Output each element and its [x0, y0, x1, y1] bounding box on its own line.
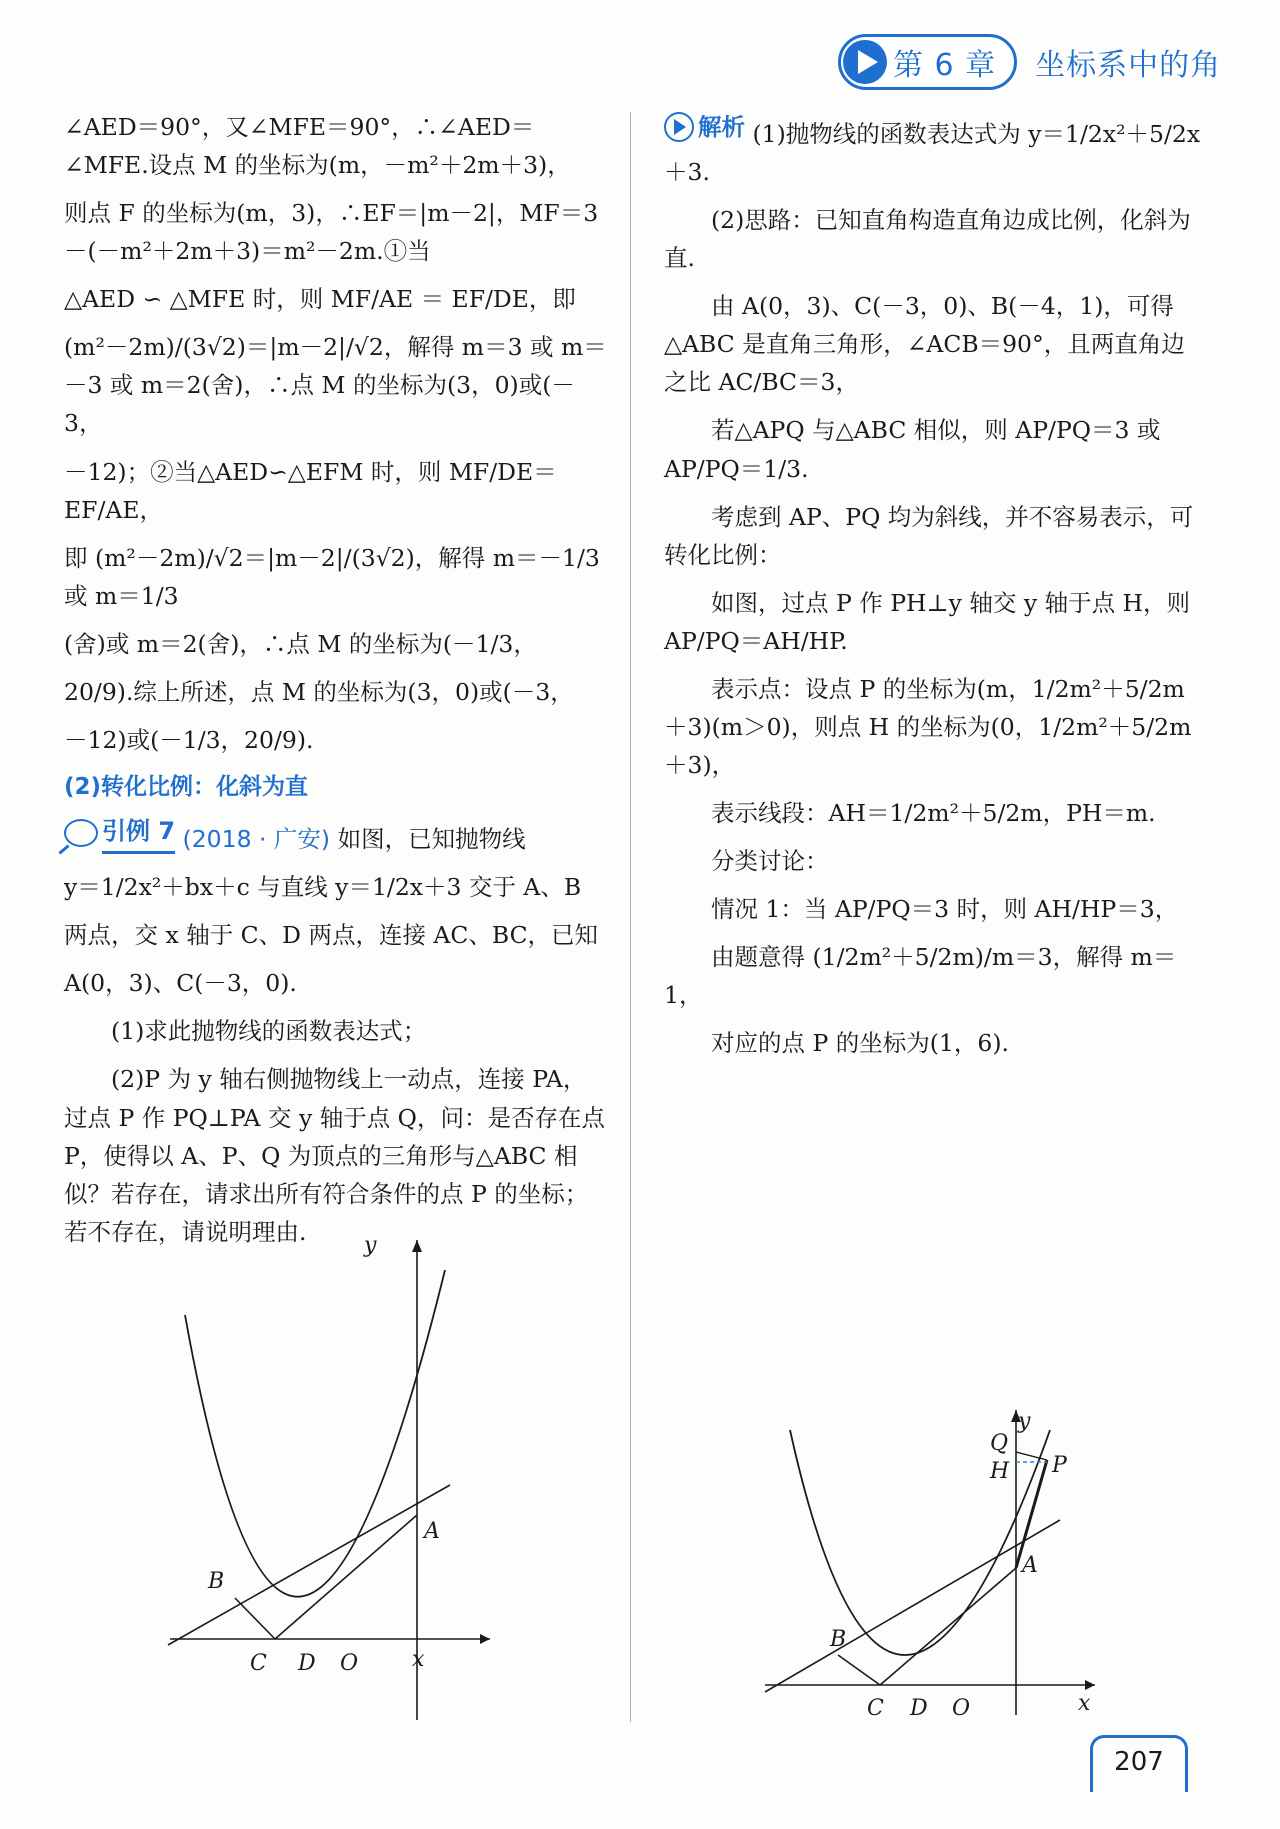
label-B: B [830, 1627, 847, 1652]
line-AB [168, 1485, 450, 1645]
label-H: H [990, 1459, 1010, 1484]
analysis-1 [664, 108, 1204, 191]
label-x: x [412, 1647, 425, 1672]
example-tag [64, 812, 175, 854]
label-O: O [340, 1651, 359, 1676]
label-C: C [250, 1651, 267, 1676]
label-D: D [298, 1651, 316, 1676]
example-line: 两点，交 x 轴于 C、D 两点，连接 AC、BC，已知 [64, 921, 599, 950]
label-C: C [867, 1696, 884, 1721]
solution-line: －12)或(－1/3，20/9). [64, 725, 314, 754]
analysis-5: 考虑到 AP、PQ 均为斜线，并不容易表示，可转化比例： [664, 502, 1194, 569]
segment-AC [275, 1515, 417, 1639]
x-axis-arrow [480, 1634, 490, 1644]
label-A: A [424, 1519, 440, 1544]
segment-BC [235, 1598, 275, 1639]
question-1: (1)求此抛物线的函数表达式； [111, 1017, 427, 1046]
solution-line: 即 (m²－2m)/√2＝|m－2|/(3√2)，解得 m＝－1/3 或 m＝1/3 [64, 543, 600, 610]
play-icon [843, 40, 887, 84]
solution-line: ∠AED＝90°，又∠MFE＝90°，∴∠AED＝∠MFE.设点 M 的坐标为(m，－m²＋2m＋3)， [64, 113, 571, 180]
label-y: y [1018, 1410, 1031, 1434]
label-O: O [952, 1696, 971, 1721]
analysis-11: 由题意得 (1/2m²＋5/2m)/m＝3，解得 m＝1， [664, 943, 1177, 1010]
analysis-7: 表示点：设点 P 的坐标为(m，1/2m²＋5/2m＋3)(m＞0)，则点 H 的坐标为(0，1/2m²＋5/2m＋3)， [664, 674, 1192, 779]
chapter-header [838, 30, 1221, 94]
parabola [185, 1270, 445, 1597]
label-P: P [1052, 1453, 1067, 1478]
figure-left-svg [160, 1230, 500, 1730]
solution-line: －12)；②当△AED∽△EFM 时，则 MF/DE＝EF/AE， [64, 457, 557, 524]
analysis-2: (2)思路：已知直角构造直角边成比例，化斜为直. [664, 206, 1191, 273]
analysis-10: 情况 1：当 AP/PQ＝3 时，则 AH/HP＝3， [711, 895, 1179, 924]
segment-AP [1016, 1460, 1047, 1568]
question-2: (2)P 为 y 轴右侧抛物线上一动点，连接 PA，过点 P 作 PQ⊥PA 交 y 轴于点 Q，问：是否存在点 P，使得以 A、P、Q 为顶点的三角形与△ABC 相似？若存在，请求出所有符合条件的点 P 的坐标；若不存在，请说明理由. [64, 1065, 605, 1246]
analysis-4: 若△APQ 与△ABC 相似，则 AP/PQ＝3 或 AP/PQ＝1/3. [664, 416, 1161, 483]
page-number [1096, 1740, 1182, 1784]
analysis-text: (1)抛物线的函数表达式为 y＝1/2x²＋5/2x＋3. [664, 120, 1201, 187]
example-intro [64, 812, 609, 858]
analysis-9: 分类讨论： [711, 847, 829, 876]
analysis-3: 由 A(0，3)、C(－3，0)、B(－4，1)，可得△ABC 是直角三角形，∠ACB＝90°，且两直角边之比 AC/BC＝3， [664, 292, 1185, 397]
y-axis-arrow [412, 1240, 422, 1252]
page-number-text: 207 [1114, 1747, 1164, 1777]
solution-line: 则点 F 的坐标为(m，3)，∴EF＝|m－2|，MF＝3－(－m²＋2m＋3)＝m²－2m.①当 [64, 199, 599, 266]
play-circle-icon [664, 112, 694, 142]
label-y: y [364, 1233, 377, 1258]
chapter-label: 第 6 章 [893, 48, 997, 83]
figure-right [760, 1410, 1100, 1725]
example-line: 如图，已知抛物线 [337, 825, 526, 854]
example-line: y＝1/2x²＋bx＋c 与直线 y＝1/2x＋3 交于 A、B [64, 873, 582, 902]
analysis-8: 表示线段：AH＝1/2m²＋5/2m，PH＝m. [711, 799, 1156, 828]
analysis-label: 解析 [698, 113, 745, 141]
example-line: A(0，3)、C(－3，0). [64, 969, 297, 998]
analysis-tag [664, 108, 745, 146]
solution-line: (m²－2m)/(3√2)＝|m－2|/√2，解得 m＝3 或 m＝－3 或 m＝2(舍)，∴点 M 的坐标为(3，0)或(－3， [64, 333, 607, 438]
label-Q: Q [990, 1431, 1009, 1456]
column-divider [630, 112, 631, 1722]
chapter-pill [838, 34, 1017, 90]
solution-line: 20/9).综上所述，点 M 的坐标为(3，0)或(－3， [64, 677, 574, 706]
right-column [664, 108, 1204, 1072]
left-column [64, 108, 609, 1261]
label-A: A [1022, 1553, 1038, 1578]
solution-line: (舍)或 m＝2(舍)，∴点 M 的坐标为(－1/3， [64, 629, 537, 658]
parabola [790, 1430, 1050, 1655]
solution-line: △AED ∽ △MFE 时，则 MF/AE ＝ EF/DE，即 [64, 285, 576, 314]
section-heading: (2)转化比例：化斜为直 [64, 773, 309, 800]
example-source: (2018 · 广安) [182, 825, 331, 854]
x-axis-arrow [1085, 1680, 1095, 1690]
magnifier-icon [64, 819, 98, 847]
analysis-6: 如图，过点 P 作 PH⊥y 轴交 y 轴于点 H，则 AP/PQ＝AH/HP. [664, 588, 1191, 655]
label-D: D [910, 1696, 928, 1721]
chapter-title: 坐标系中的角 [1035, 48, 1222, 83]
segment-BC [838, 1655, 880, 1685]
analysis-12: 对应的点 P 的坐标为(1，6). [711, 1029, 1009, 1058]
figure-left [160, 1230, 500, 1730]
figure-right-svg [760, 1410, 1100, 1725]
label-x: x [1078, 1691, 1091, 1716]
example-tag-label: 引例 7 [102, 812, 175, 854]
label-B: B [208, 1569, 225, 1594]
